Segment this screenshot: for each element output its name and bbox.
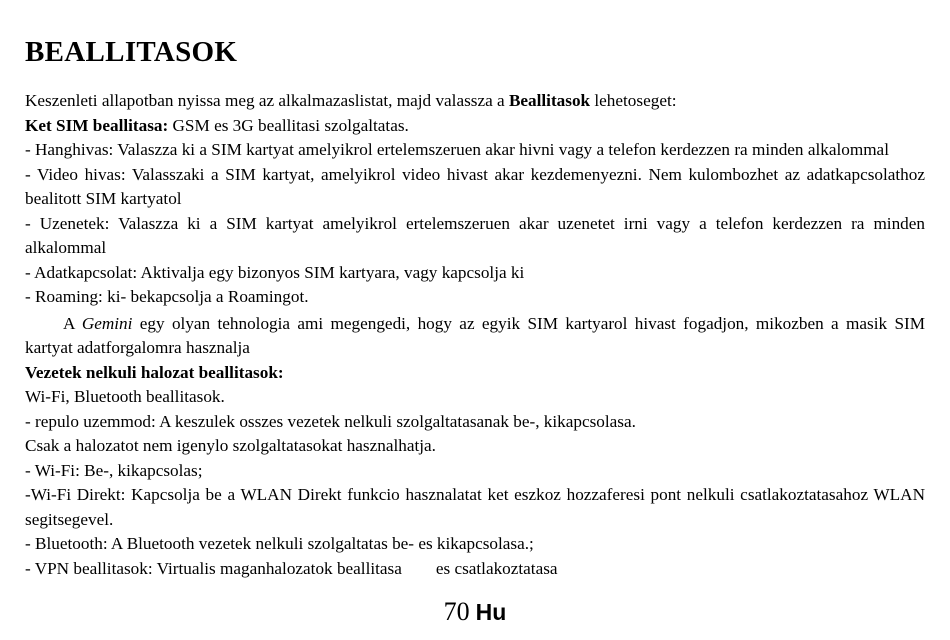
page-number: 70 (443, 597, 470, 626)
wireless-item-wifi-direct: -Wi-Fi Direkt: Kapcsolja be a WLAN Direkt funkcio hasznalatat ket eszkoz hozzaferesi pont nelkuli csatlakoztatasahoz WLAN segitsegevel. (25, 485, 925, 529)
gemini-term: Gemini (81, 313, 133, 333)
vpn-text-part2: es csatlakoztatasa (435, 558, 558, 578)
wireless-item-offline-note: Csak a halozatot nem igenylo szolgaltatasokat hasznalhatja. (25, 436, 436, 455)
wireless-item-airplane-mode: - repulo uzemmod: A keszulek osszes vezetek nelkuli szolgaltatasanak be-, kikapcsolasa. (25, 411, 636, 431)
sim-section-heading-text: GSM es 3G beallitasi szolgaltatas. (168, 115, 409, 135)
gemini-text-before: A (63, 313, 82, 333)
sim-section-heading: Ket SIM beallitasa: (25, 115, 169, 135)
page-title: BEALLITASOK (25, 36, 238, 68)
intro-text-after: lehetoseget: (590, 91, 677, 110)
sim-section-heading-line (25, 114, 925, 139)
language-code: Hu (475, 599, 507, 625)
intro-paragraph (25, 89, 925, 114)
intro-bold-term: Beallitasok (508, 91, 591, 110)
gemini-paragraph (25, 312, 925, 361)
sim-item-messages: - Uzenetek: Valaszza ki a SIM kartyat amelyikrol ertelemszeruen akar uzenetet irni vagy a telefon kerdezzen ra minden alkalommal (25, 213, 925, 257)
wireless-section-heading-line (25, 361, 925, 386)
sim-item-roaming: - Roaming: ki- bekapcsolja a Roamingot. (25, 287, 309, 306)
document-page (25, 34, 925, 581)
wireless-item-vpn (25, 557, 925, 582)
sim-item-data-connection: - Adatkapcsolat: Aktivalja egy bizonyos SIM kartyara, vagy kapcsolja ki (25, 262, 525, 282)
wireless-item-bluetooth: - Bluetooth: A Bluetooth vezetek nelkuli szolgaltatas be- es kikapcsolasa.; (25, 534, 534, 553)
sim-item-video-call: - Video hivas: Valasszaki a SIM kartyat, amelyikrol video hivast akar kezdemenyezni. Nem kulombozhet az adatkapcsolathoz bealitott SIM kartyatol (25, 164, 925, 208)
gemini-text-after: egy olyan tehnologia ami megengedi, hogy az egyik SIM kartyarol hivast fogadjon, mikozben a masik SIM kartyat adatforgalomra hasznalja (25, 313, 926, 357)
wireless-item-summary: Wi-Fi, Bluetooth beallitasok. (25, 387, 225, 406)
vpn-text-part1: - VPN beallitasok: Virtualis maganhalozatok beallitasa (25, 558, 402, 578)
wireless-item-wifi: - Wi-Fi: Be-, kikapcsolas; (25, 460, 203, 480)
wireless-section-heading: Vezetek nelkuli halozat beallitasok: (25, 362, 284, 382)
intro-text-before: Keszenleti allapotban nyissa meg az alkalmazaslistat, majd valassza a (25, 91, 509, 110)
page-footer (0, 596, 950, 628)
sim-item-voice-call: - Hanghivas: Valaszza ki a SIM kartyat amelyikrol ertelemszeruen akar hivni vagy a telefon kerdezzen ra minden alkalommal (25, 140, 889, 159)
